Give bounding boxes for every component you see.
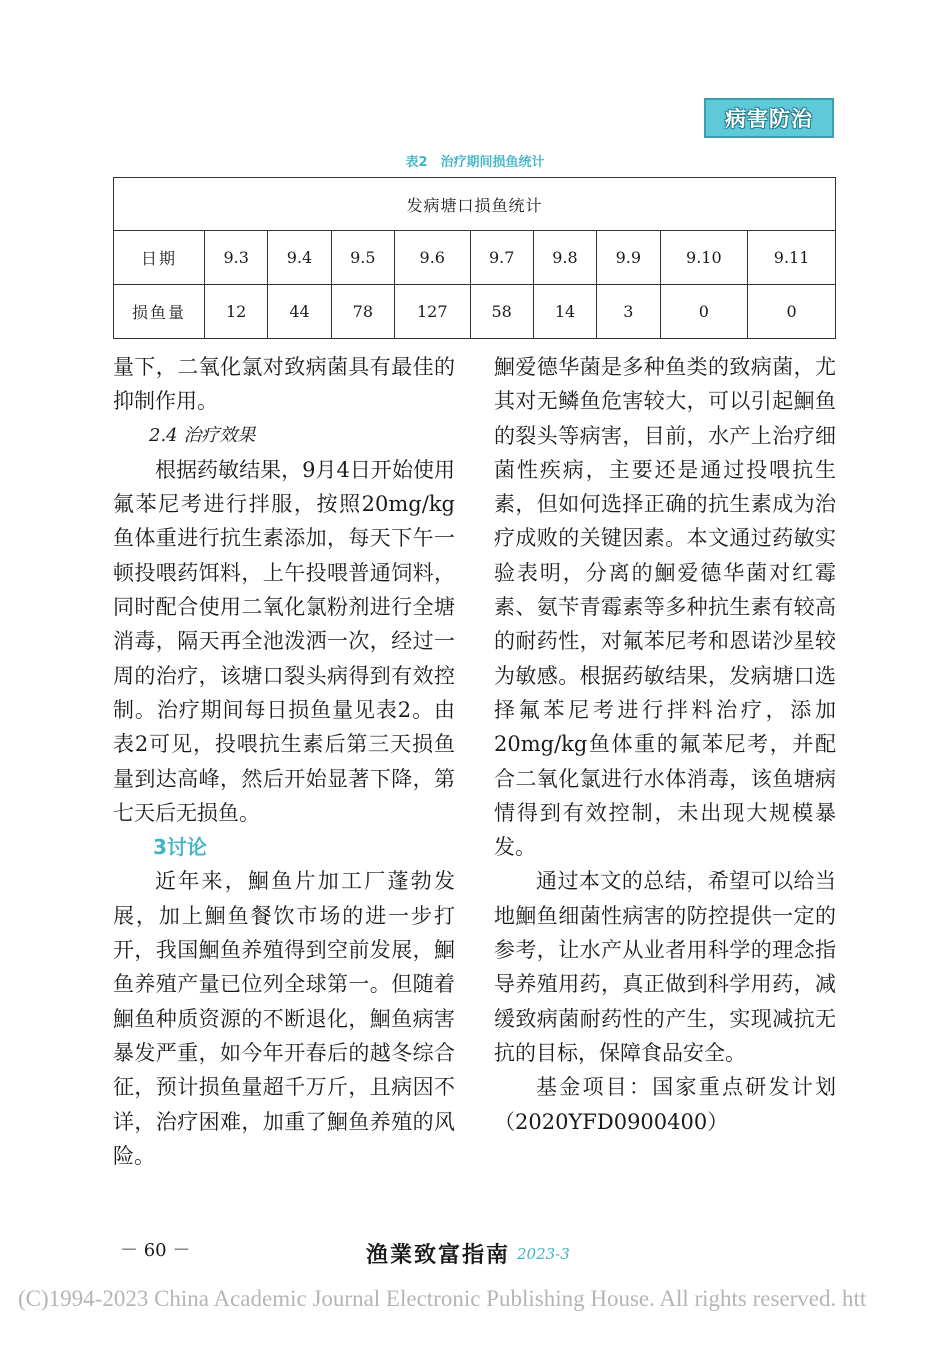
journal-title: 渔業致富指南 bbox=[366, 1242, 511, 1268]
loss-label: 损鱼量 bbox=[114, 285, 205, 339]
table-cell: 9.9 bbox=[597, 231, 660, 285]
table-cell: 14 bbox=[533, 285, 596, 339]
paragraph: 量下，二氧化氯对致病菌具有最佳的抑制作用。 bbox=[113, 355, 455, 414]
table-cell: 9.8 bbox=[533, 231, 596, 285]
section-badge bbox=[704, 98, 834, 138]
section-badge-label: 病害防治 bbox=[725, 107, 813, 131]
table-row-dates bbox=[114, 231, 836, 285]
table-cell: 0 bbox=[748, 285, 836, 339]
table-cell: 9.5 bbox=[331, 231, 394, 285]
table-cell: 9.10 bbox=[660, 231, 748, 285]
journal-issue: 2023-3 bbox=[517, 1245, 570, 1263]
table-cell: 3 bbox=[597, 285, 660, 339]
table-cell: 127 bbox=[394, 285, 470, 339]
table-caption: 表2 治疗期间损鱼统计 bbox=[405, 155, 545, 170]
table-cell: 9.11 bbox=[748, 231, 836, 285]
copyright-watermark: (C)1994-2023 China Academic Journal Electronic Publishing House. All rights reserved. htt bbox=[18, 1286, 867, 1311]
section-heading: 3讨论 bbox=[153, 835, 207, 860]
table-cell: 12 bbox=[205, 285, 268, 339]
page-number: － 60 － bbox=[120, 1240, 191, 1261]
table-cell: 58 bbox=[470, 285, 533, 339]
table-cell: 9.7 bbox=[470, 231, 533, 285]
left-column bbox=[113, 350, 455, 1173]
paragraph: 近年来，鮰鱼片加工厂蓬勃发展，加上鮰鱼餐饮市场的进一步打开，我国鮰鱼养殖得到空前发展，鮰鱼养殖产量已位列全球第一。但随着鮰鱼种质资源的不断退化，鮰鱼病害暴发严重，如今年开春后的越冬综合征，预计损鱼量超千万斤，且病因不详，治疗困难，加重了鮰鱼养殖的风险。 bbox=[113, 869, 455, 1168]
table-row-losses bbox=[114, 285, 836, 339]
paragraph: 鮰爱德华菌是多种鱼类的致病菌，尤其对无鳞鱼危害较大，可以引起鮰鱼的裂头等病害，目前，水产上治疗细菌性疾病，主要还是通过投喂抗生素，但如何选择正确的抗生素成为治疗成败的关键因素。本文通过药敏实验表明，分离的鮰爱德华菌对红霉素、氨苄青霉素等多种抗生素有较高的耐药性，对氟苯尼考和恩诺沙星较为敏感。根据药敏结果，发病塘口选择氟苯尼考进行拌料治疗，添加20mg/kg鱼体重的氟苯尼考，并配合二氧化氯进行水体消毒，该鱼塘病情得到有效控制，未出现大规模暴发。 bbox=[494, 355, 836, 860]
table-cell: 9.4 bbox=[268, 231, 331, 285]
funding-note: 基金项目：国家重点研发计划（2020YFD0900400） bbox=[494, 1075, 836, 1134]
table-cell: 9.6 bbox=[394, 231, 470, 285]
table-cell: 0 bbox=[660, 285, 748, 339]
table-cell: 78 bbox=[331, 285, 394, 339]
date-label: 日期 bbox=[114, 231, 205, 285]
table-cell: 44 bbox=[268, 285, 331, 339]
table-cell: 9.3 bbox=[205, 231, 268, 285]
paragraph: 根据药敏结果，9月4日开始使用氟苯尼考进行拌服，按照20mg/kg鱼体重进行抗生素添加，每天下午一顿投喂药饵料，上午投喂普通饲料，同时配合使用二氧化氯粉剂进行全塘消毒，隔天再全池泼洒一次，经过一周的治疗，该塘口裂头病得到有效控制。治疗期间每日损鱼量见表2。由表2可见，投喂抗生素后第三天损鱼量到达高峰，然后开始显著下降，第七天后无损鱼。 bbox=[113, 457, 455, 825]
right-column bbox=[494, 350, 836, 1139]
paragraph: 通过本文的总结，希望可以给当地鮰鱼细菌性病害的防控提供一定的参考，让水产从业者用科学的理念指导养殖用药，真正做到科学用药，减缓致病菌耐药性的产生，实现减抗无抗的目标，保障食品安全。 bbox=[494, 869, 836, 1065]
fish-loss-table bbox=[113, 177, 836, 339]
subsection-heading: 2.4 治疗效果 bbox=[149, 424, 256, 446]
table-header: 发病塘口损鱼统计 bbox=[114, 178, 836, 231]
